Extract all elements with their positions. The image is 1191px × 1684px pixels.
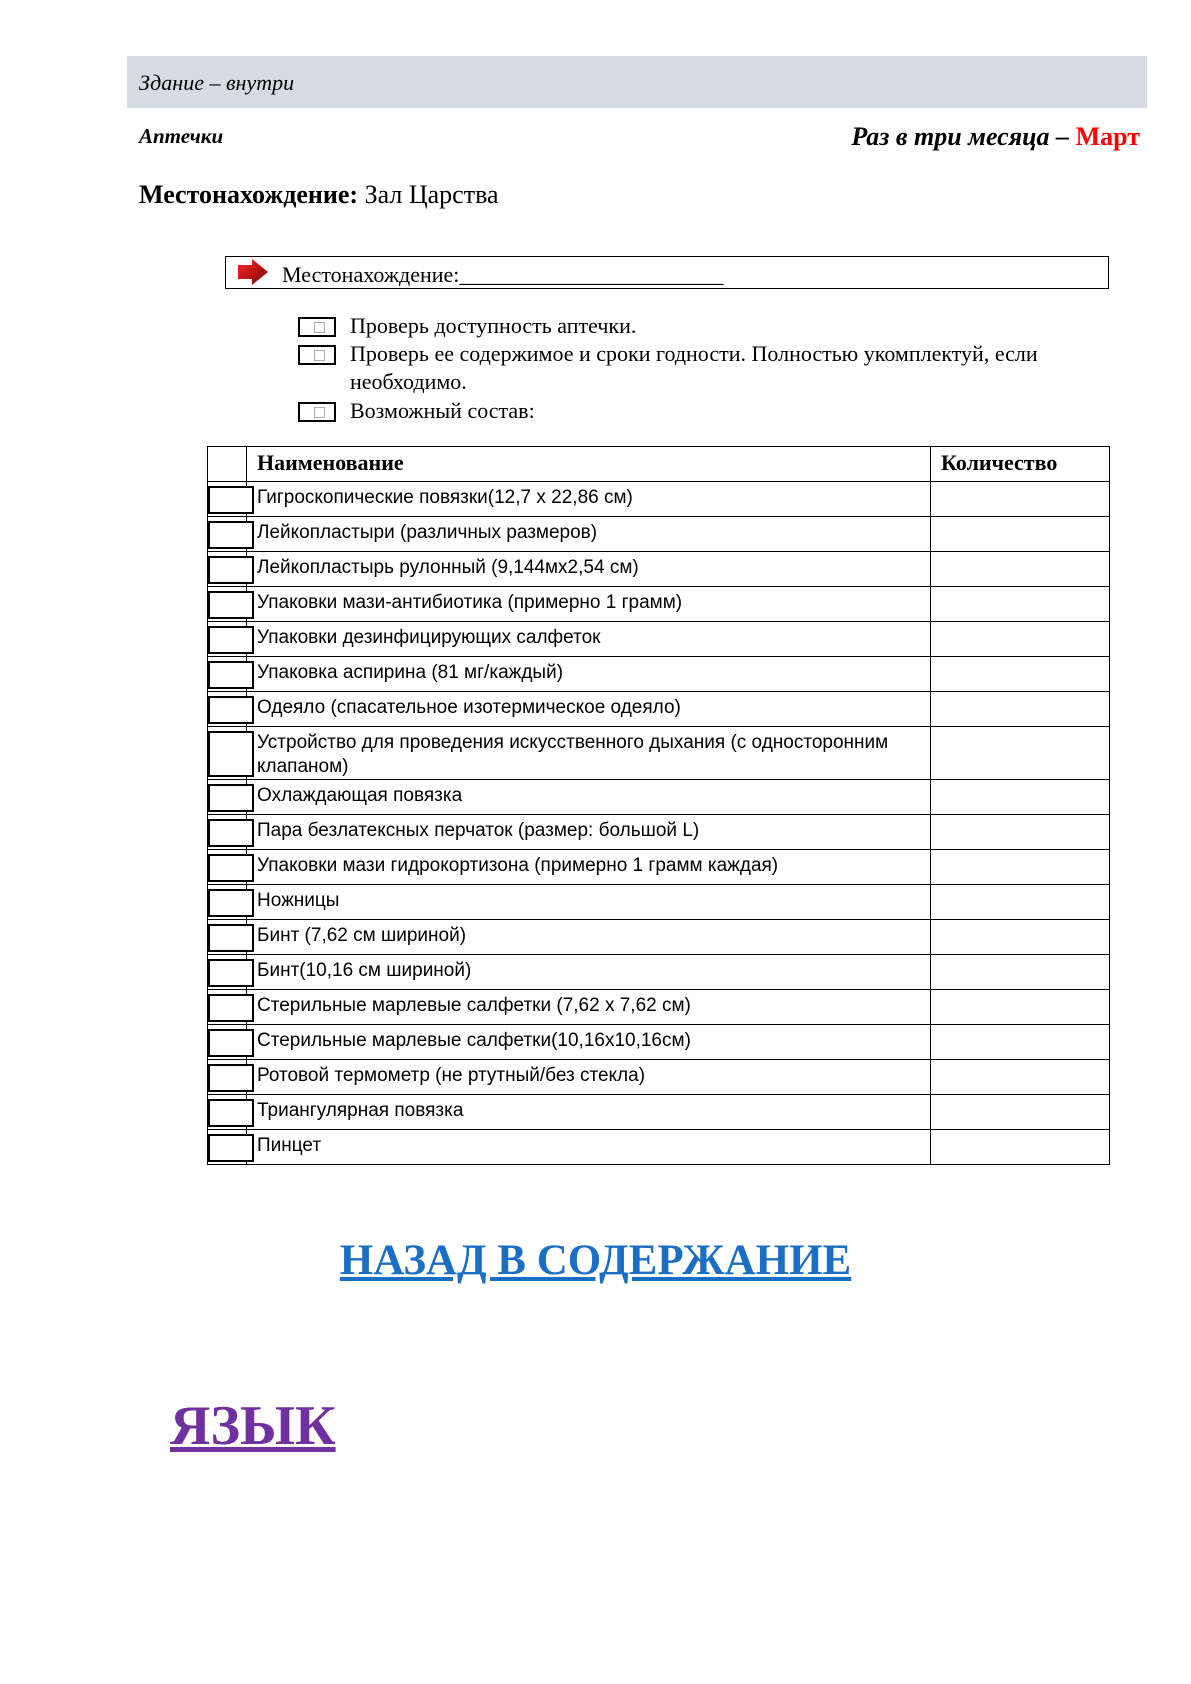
table-header-row	[208, 447, 1110, 482]
item-quantity[interactable]	[931, 552, 1110, 587]
frequency-label	[851, 122, 1140, 152]
location-box	[225, 256, 1109, 289]
item-name: Пара безлатексных перчаток (размер: большой L)	[247, 815, 931, 850]
row-checkbox-cell	[208, 692, 247, 727]
location-label: Местонахождение:	[139, 180, 359, 209]
item-quantity[interactable]	[931, 780, 1110, 815]
item-quantity[interactable]	[931, 920, 1110, 955]
item-quantity[interactable]	[931, 622, 1110, 657]
row-checkbox[interactable]	[208, 819, 254, 847]
row-checkbox-cell	[208, 517, 247, 552]
row-checkbox-cell	[208, 1025, 247, 1060]
section-title: Здание – внутри	[139, 70, 295, 95]
row-checkbox-cell	[208, 815, 247, 850]
row-checkbox[interactable]	[208, 924, 254, 952]
item-name: Бинт(10,16 см шириной)	[247, 955, 931, 990]
table-row	[208, 692, 1110, 727]
row-checkbox-cell	[208, 780, 247, 815]
item-quantity[interactable]	[931, 692, 1110, 727]
item-name: Стерильные марлевые салфетки(10,16х10,16см)	[247, 1025, 931, 1060]
item-quantity[interactable]	[931, 1060, 1110, 1095]
location-line	[139, 180, 499, 210]
table-row	[208, 990, 1110, 1025]
item-quantity[interactable]	[931, 482, 1110, 517]
row-checkbox[interactable]	[208, 1134, 254, 1162]
table-row	[208, 587, 1110, 622]
table-row	[208, 920, 1110, 955]
row-checkbox-cell	[208, 482, 247, 517]
table-row	[208, 1095, 1110, 1130]
item-quantity[interactable]	[931, 1095, 1110, 1130]
item-name: Одеяло (спасательное изотермическое одеяло)	[247, 692, 931, 727]
row-checkbox-cell	[208, 990, 247, 1025]
row-checkbox[interactable]	[208, 1029, 254, 1057]
item-quantity[interactable]	[931, 1130, 1110, 1165]
item-quantity[interactable]	[931, 727, 1110, 780]
item-quantity[interactable]	[931, 885, 1110, 920]
row-checkbox[interactable]	[208, 994, 254, 1022]
table-row	[208, 1025, 1110, 1060]
item-quantity[interactable]	[931, 990, 1110, 1025]
checkbox[interactable]	[298, 345, 336, 365]
item-name: Пинцет	[247, 1130, 931, 1165]
row-checkbox-cell	[208, 1095, 247, 1130]
item-name: Ротовой термометр (не ртутный/без стекла)	[247, 1060, 931, 1095]
row-checkbox[interactable]	[208, 1064, 254, 1092]
row-checkbox[interactable]	[208, 591, 254, 619]
checklist-text: Проверь ее содержимое и сроки годности. Полностью укомплектуй, если необходимо.	[350, 341, 1038, 394]
item-name: Стерильные марлевые салфетки (7,62 х 7,62 см)	[247, 990, 931, 1025]
table-row	[208, 517, 1110, 552]
table-row	[208, 850, 1110, 885]
row-checkbox-cell	[208, 885, 247, 920]
row-checkbox-cell	[208, 920, 247, 955]
item-quantity[interactable]	[931, 815, 1110, 850]
row-checkbox[interactable]	[208, 661, 254, 689]
row-checkbox[interactable]	[208, 521, 254, 549]
back-to-contents-link[interactable]: НАЗАД В СОДЕРЖАНИЕ	[339, 1237, 852, 1284]
item-name: Ножницы	[247, 885, 931, 920]
item-quantity[interactable]	[931, 587, 1110, 622]
item-name: Охлаждающая повязка	[247, 780, 931, 815]
row-checkbox[interactable]	[208, 486, 254, 514]
item-quantity[interactable]	[931, 850, 1110, 885]
row-checkbox-cell	[208, 955, 247, 990]
item-quantity[interactable]	[931, 657, 1110, 692]
row-checkbox-cell	[208, 727, 247, 780]
row-checkbox-cell	[208, 552, 247, 587]
table-row	[208, 482, 1110, 517]
row-checkbox[interactable]	[208, 1099, 254, 1127]
row-checkbox[interactable]	[208, 731, 254, 777]
item-name: Лейкопластыри (различных размеров)	[247, 517, 931, 552]
item-quantity[interactable]	[931, 1025, 1110, 1060]
header-bar	[127, 56, 1147, 108]
inventory-table	[207, 446, 1110, 1165]
row-checkbox-cell	[208, 1060, 247, 1095]
checklist-text: Возможный состав:	[350, 398, 535, 423]
row-checkbox-cell	[208, 850, 247, 885]
header-checkbox-cell	[208, 447, 247, 482]
location-box-label: Местонахождение:________________________	[282, 262, 724, 287]
item-name: Лейкопластырь рулонный (9,144мх2,54 см)	[247, 552, 931, 587]
table-row	[208, 1130, 1110, 1165]
checklist-text: Проверь доступность аптечки.	[350, 313, 637, 338]
item-name: Упаковки дезинфицирующих салфеток	[247, 622, 931, 657]
row-checkbox[interactable]	[208, 854, 254, 882]
header-name: Наименование	[247, 447, 931, 482]
row-checkbox[interactable]	[208, 696, 254, 724]
row-checkbox-cell	[208, 622, 247, 657]
row-checkbox-cell	[208, 657, 247, 692]
red-arrow-icon	[238, 259, 268, 285]
table-row	[208, 657, 1110, 692]
table-row	[208, 1060, 1110, 1095]
checkbox[interactable]	[298, 317, 336, 337]
row-checkbox[interactable]	[208, 959, 254, 987]
row-checkbox-cell	[208, 1130, 247, 1165]
language-link[interactable]: ЯЗЫК	[170, 1395, 336, 1457]
checkbox[interactable]	[298, 402, 336, 422]
table-row	[208, 955, 1110, 990]
table-row	[208, 622, 1110, 657]
item-name: Триангулярная повязка	[247, 1095, 931, 1130]
topic-title: Аптечки	[139, 124, 224, 148]
table-row	[208, 885, 1110, 920]
row-checkbox-cell	[208, 587, 247, 622]
item-quantity[interactable]	[931, 517, 1110, 552]
row-checkbox[interactable]	[208, 556, 254, 584]
header-quantity: Количество	[931, 447, 1110, 482]
location-value: Зал Царства	[364, 180, 499, 209]
table-row	[208, 780, 1110, 815]
row-checkbox[interactable]	[208, 626, 254, 654]
table-row	[208, 727, 1110, 780]
item-name: Гигроскопические повязки(12,7 х 22,86 см)	[247, 482, 931, 517]
row-checkbox[interactable]	[208, 889, 254, 917]
table-row	[208, 815, 1110, 850]
item-name: Бинт (7,62 см шириной)	[247, 920, 931, 955]
month-label: Март	[1075, 122, 1140, 151]
item-name: Упаковки мази-антибиотика (примерно 1 грамм)	[247, 587, 931, 622]
item-name: Упаковки мази гидрокортизона (примерно 1 грамм каждая)	[247, 850, 931, 885]
item-name: Устройство для проведения искусственного дыхания (с односторонним клапаном)	[247, 727, 931, 780]
frequency-text: Раз в три месяца –	[851, 122, 1070, 151]
item-name: Упаковка аспирина (81 мг/каждый)	[247, 657, 931, 692]
table-row	[208, 552, 1110, 587]
item-quantity[interactable]	[931, 955, 1110, 990]
row-checkbox[interactable]	[208, 784, 254, 812]
